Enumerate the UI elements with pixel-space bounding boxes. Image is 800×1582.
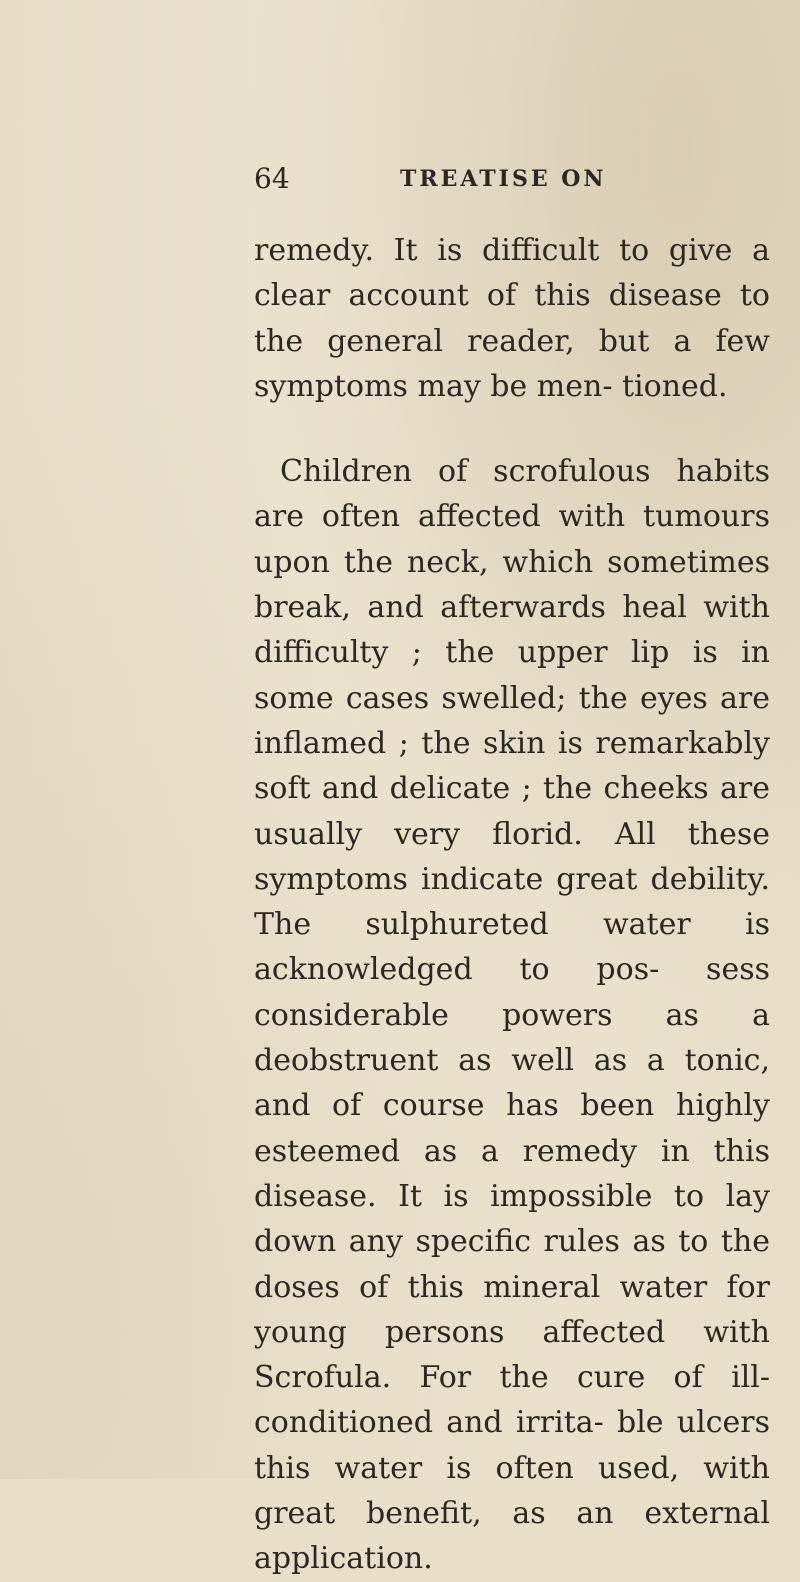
body-text (254, 228, 770, 1582)
paragraph-2: Children of scrofulous habits are often affected with tumours upon the neck, which sometimes break, and afterwards heal with difficulty ; the upper lip is in some cases swelled; the eyes are inflamed ; the skin is remarkably soft and delicate ; the cheeks are usually very florid. All these symptoms indicate great debility. The sulphureted water is acknowledged to pos- sess considerable powers as a deobstruent as well as a tonic, and of course has been highly esteemed as a remedy in this disease. It is impossible to lay down any specific rules as to the doses of this mineral water for young persons affected with Scrofula. For the cure of ill-conditioned and irrita- ble ulcers this water is often used, with great benefit, as an external application. (254, 454, 770, 1577)
running-head (254, 162, 774, 202)
paragraph-1: remedy. It is difficult to give a clear account of this disease to the general reader, but a few symptoms may be men- tioned. (254, 233, 770, 404)
page-number: 64 (254, 162, 290, 195)
running-title: TREATISE ON (400, 166, 607, 192)
